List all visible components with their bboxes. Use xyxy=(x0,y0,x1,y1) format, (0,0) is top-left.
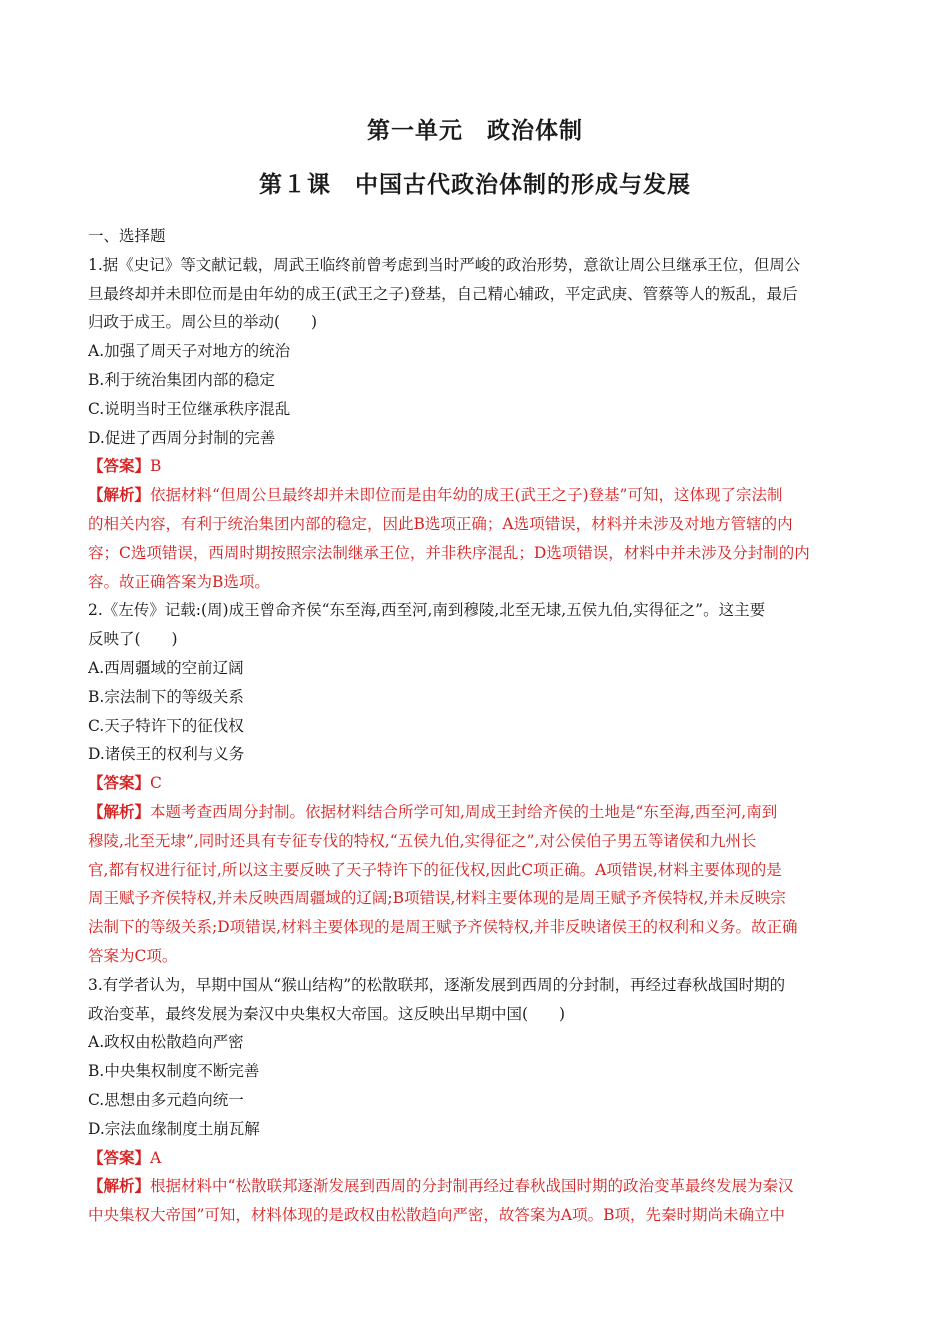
question-1-option-b: B.利于统治集团内部的稳定 xyxy=(88,370,275,389)
question-2-analysis-line-3: 官,都有权进行征讨,所以这主要反映了天子特许下的征伐权,因此C项正确。A项错误,材料主要体现的是 xyxy=(88,860,782,879)
question-2-option-a: A.西周疆域的空前辽阔 xyxy=(88,658,244,677)
answer-tag: 【答案】 xyxy=(88,456,151,476)
question-2-answer xyxy=(88,769,862,798)
question-2-option-c: C.天子特许下的征伐权 xyxy=(88,716,244,735)
answer-tag: 【答案】 xyxy=(88,773,151,793)
question-1-analysis-line-4: 容。故正确答案为B选项。 xyxy=(88,572,270,591)
question-1-answer xyxy=(88,452,862,481)
analysis-tag: 【解析】 xyxy=(88,1176,151,1196)
document-body xyxy=(88,222,862,1230)
question-2-analysis-line-6: 答案为C项。 xyxy=(88,946,178,965)
question-2-analysis-line-4: 周王赋予齐侯特权,并未反映西周疆域的辽阔;B项错误,材料主要体现的是周王赋予齐侯特权,并未反映宗 xyxy=(88,889,786,908)
question-3-option-a: A.政权由松散趋向严密 xyxy=(88,1033,244,1052)
question-2-option-d: D.诸侯王的权利与义务 xyxy=(88,745,245,764)
question-2-option-b: B.宗法制下的等级关系 xyxy=(88,687,244,706)
question-1-stem-line-1: 1.据《史记》等文献记载，周武王临终前曾考虑到当时严峻的政治形势，意欲让周公旦继承王位，但周公 xyxy=(88,255,801,274)
question-2-stem-line-2: 反映了( ) xyxy=(88,630,178,649)
question-2-analysis-line-1 xyxy=(88,798,862,827)
question-2-analysis-line-2: 穆陵,北至无埭”,同时还具有专征专伐的特权,“五侯九伯,实得征之”,对公侯伯子男五等诸侯和九州长 xyxy=(88,831,757,850)
question-1-stem-line-3: 归政于成王。周公旦的举动( ) xyxy=(88,313,318,332)
question-1-stem-line-2: 旦最终却并未即位而是由年幼的成王(武王之子)登基，自己精心辅政，平定武庚、管蔡等人的叛乱，最后 xyxy=(88,284,798,303)
question-3-analysis-line-1 xyxy=(88,1172,862,1201)
answer-value: B xyxy=(150,457,162,476)
analysis-text: 依据材料“但周公旦最终却并未即位而是由年幼的成王(武王之子)登基”可知，这体现了宗法制 xyxy=(150,486,783,505)
section-heading: 一、选择题 xyxy=(88,227,166,245)
answer-value: A xyxy=(150,1148,162,1167)
question-2-analysis-line-5: 法制下的等级关系;D项错误,材料主要体现的是周王赋予齐侯特权,并非反映诸侯王的权利和义务。故正确 xyxy=(88,918,798,937)
analysis-tag: 【解析】 xyxy=(88,485,151,505)
question-1-analysis-line-2: 的相关内容，有利于统治集团内部的稳定，因此B选项正确；A选项错误，材料并未涉及对地方管辖的内 xyxy=(88,514,793,533)
analysis-tag: 【解析】 xyxy=(88,801,151,821)
question-1-option-c: C.说明当时王位继承秩序混乱 xyxy=(88,399,291,418)
question-3-stem-line-2: 政治变革，最终发展为秦汉中央集权大帝国。这反映出早期中国( ) xyxy=(88,1004,566,1023)
answer-tag: 【答案】 xyxy=(88,1147,151,1167)
question-1-option-d: D.促进了西周分封制的完善 xyxy=(88,428,276,447)
analysis-text: 本题考查西周分封制。依据材料结合所学可知,周成王封给齐侯的土地是“东至海,西至河,南到 xyxy=(150,802,778,821)
question-3-option-b: B.中央集权制度不断完善 xyxy=(88,1062,260,1081)
question-3-answer xyxy=(88,1144,862,1173)
question-3-option-d: D.宗法血缘制度土崩瓦解 xyxy=(88,1119,260,1138)
question-2-stem-line-1: 2.《左传》记载:(周)成王曾命齐侯“东至海,西至河,南到穆陵,北至无埭,五侯九伯,实得征之”。这主要 xyxy=(88,601,766,620)
question-3-stem-line-1: 3.有学者认为，早期中国从“猴山结构”的松散联邦，逐渐发展到西周的分封制，再经过春秋战国时期的 xyxy=(88,975,786,994)
answer-value: C xyxy=(150,774,162,793)
question-1-option-a: A.加强了周天子对地方的统治 xyxy=(88,342,291,361)
question-1-analysis-line-3: 容；C选项错误，西周时期按照宗法制继承王位，并非秩序混乱；D选项错误，材料中并未涉及分封制的内 xyxy=(88,543,810,562)
question-3-analysis-line-2: 中央集权大帝国”可知，材料体现的是政权由松散趋向严密，故答案为A项。B项，先秦时期尚未确立中 xyxy=(88,1206,786,1225)
question-1-analysis-line-1 xyxy=(88,481,862,510)
analysis-text: 根据材料中“松散联邦逐渐发展到西周的分封制再经过春秋战国时期的政治变革最终发展为秦汉 xyxy=(150,1177,794,1196)
question-3-option-c: C.思想由多元趋向统一 xyxy=(88,1090,244,1109)
lesson-title: 第１课 中国古代政治体制的形成与发展 xyxy=(259,172,691,198)
unit-title: 第一单元 政治体制 xyxy=(367,118,583,144)
